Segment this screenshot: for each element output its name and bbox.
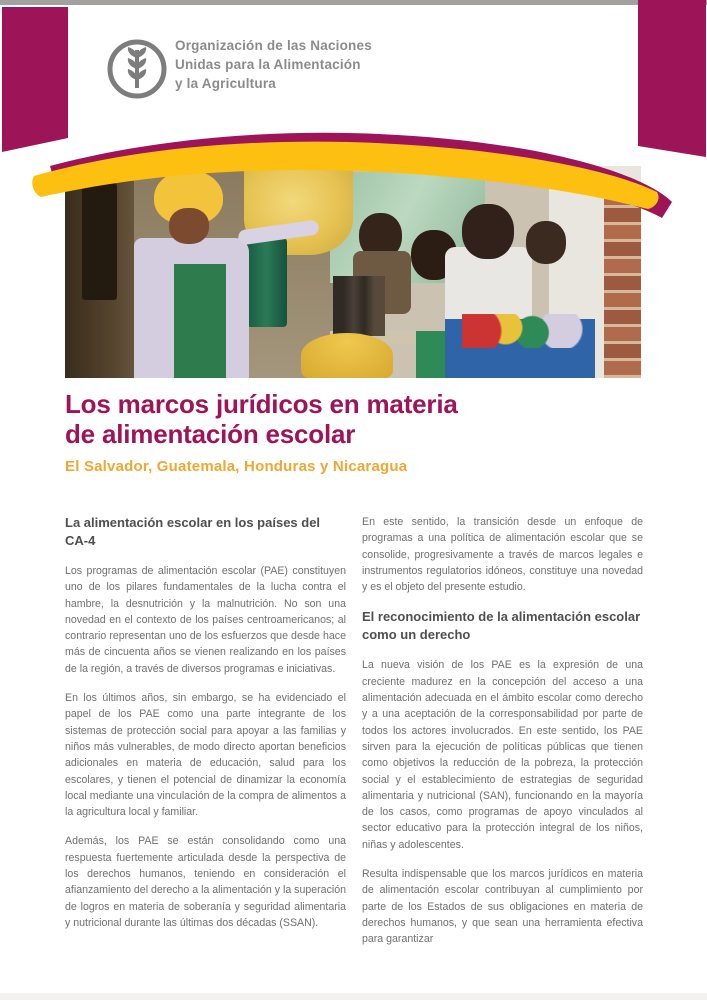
photo-shape bbox=[333, 276, 385, 335]
photo-shape bbox=[462, 314, 583, 348]
photo-shape bbox=[301, 333, 393, 378]
document-title bbox=[65, 389, 625, 475]
organization-name bbox=[175, 36, 372, 93]
title-subtitle: El Salvador, Guatemala, Honduras y Nicaragua bbox=[65, 458, 408, 475]
section-heading-left: La alimentación escolar en los países del CA-4 bbox=[65, 515, 321, 548]
photo-shape bbox=[604, 191, 641, 378]
paragraph: En los últimos años, sin embargo, se ha evidenciado el papel de los PAE como una parte integrante de los sistemas de protección social para apoyar a las familias y niños más vulnerables, de modo directo aportan beneficios adicionales en materia de educación, salud para los escolares, y tienen el potencial de dinamizar la economía local mediante una vinculación de la compra de alimentos a la agricultura local y familiar. bbox=[65, 692, 346, 819]
right-accent-block bbox=[638, 0, 706, 157]
paragraph: Resulta indispensable que los marcos jurídicos en materia de alimentación escolar contribuyan al cumplimiento por parte de los Estados de sus obligaciones en materia de derechos humanos, y que sean una herramienta efectiva para garantizar bbox=[362, 868, 643, 946]
section-heading-right: El reconocimiento de la alimentación escolar como un derecho bbox=[362, 609, 641, 643]
organization-name-line1: Organización de las Naciones bbox=[175, 38, 372, 53]
column-left bbox=[65, 514, 346, 944]
paragraph: La nueva visión de los PAE es la expresión de una creciente madurez en la concepción del acceso a una alimentación adecuada en el ámbito escolar como derecho y a una aceptación de la corresponsabilidad por parte de todos los actores involucrados. En este sentido, los PAE sirven para la ejecución de políticas públicas que tienen como objetivos la reducción de la pobreza, la protección social y el establecimiento de estrategias de seguridad alimentaria y nutricional (SAN), funcionando en la mayoría de los casos, como programas de apoyo vinculados al sector educativo para la protección integral de los niños, niñas y adolescentes. bbox=[362, 659, 643, 851]
paragraph: En este sentido, la transición desde un enfoque de programas a una política de alimentación escolar que se consolide, progresivamente a través de marcos legales e instrumentos regulatorios idóneos, constituye una novedad y es el objeto del presente estudio. bbox=[362, 516, 643, 594]
title-line2: de alimentación escolar bbox=[65, 419, 356, 449]
cover-photo bbox=[65, 166, 641, 378]
organization-name-line3: y la Agricultura bbox=[175, 76, 276, 91]
paragraph: Además, los PAE se están consolidando como una respuesta fuertemente articulada desde la perspectiva de los derechos humanos, teniendo en consideración el afianzamiento del derecho a la alimentación y la superación de logros en materia de soberanía y seguridad alimentaria y nutricional durante las últimas dos décadas (SSAN). bbox=[65, 835, 346, 929]
photo-shape bbox=[462, 204, 514, 259]
photo-shape bbox=[174, 264, 226, 378]
title-line1: Los marcos jurídicos en materia bbox=[65, 389, 458, 419]
left-accent-bar bbox=[2, 7, 68, 152]
photo-shape bbox=[169, 208, 209, 244]
fao-emblem-icon bbox=[106, 38, 168, 100]
column-right bbox=[362, 514, 643, 961]
paragraph: Los programas de alimentación escolar (PAE) constituyen uno de los pilares fundamentales de la lucha contra el hambre, la desnutrición y la malnutrición. No son una novedad en el contexto de los países centroamericanos; al contrario representan uno de los esfuerzos que desde hace más de cincuenta años se vienen realizando en los países de la región, a través de diversos programas e iniciativas. bbox=[65, 565, 346, 675]
organization-name-line2: Unidas para la Alimentación bbox=[175, 57, 361, 72]
window-edge-top bbox=[0, 0, 707, 5]
photo-shape bbox=[526, 221, 566, 263]
photo-shape bbox=[82, 183, 117, 300]
window-edge-bottom bbox=[0, 993, 707, 1000]
